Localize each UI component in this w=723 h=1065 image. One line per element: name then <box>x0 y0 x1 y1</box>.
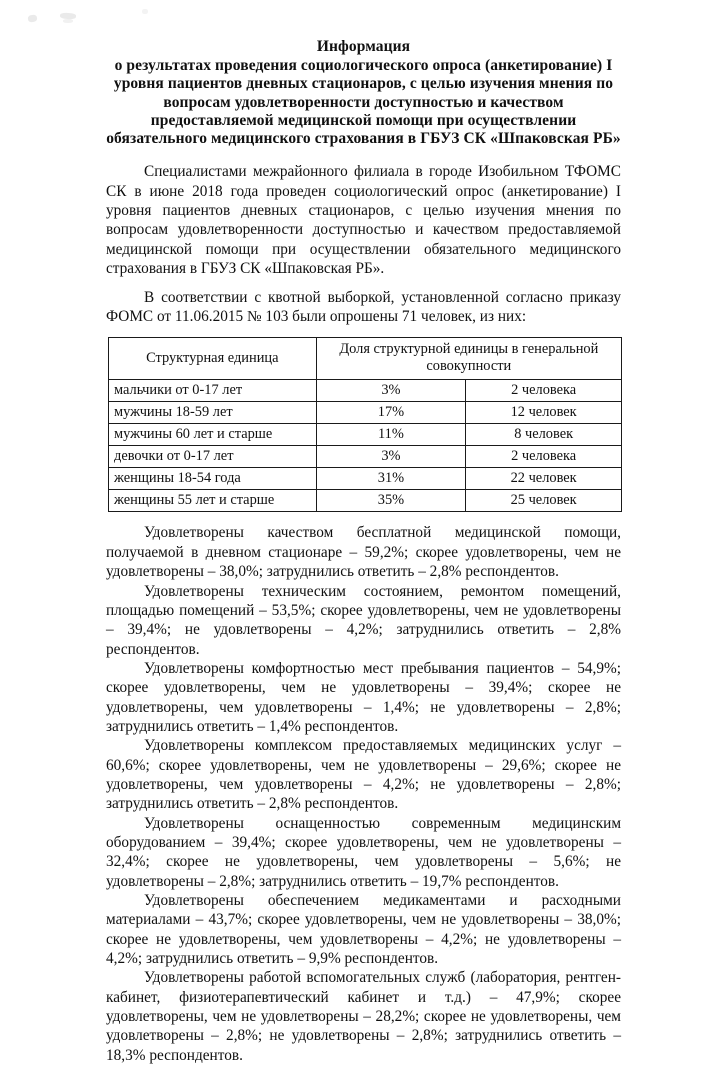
title-subtitle: о результатах проведения социологического опроса (анкетирование) I уровня пациентов дневных стационаров, с целью изучения мнения по вопросам удовлетворенности доступностью и качеством предоставляемой медицинской помощи при осуществлении обязательного медицинского страхования в ГБУЗ СК «Шпаковская РБ» <box>106 57 621 148</box>
cell-share-percent: 3% <box>316 446 466 468</box>
quota-section <box>106 288 621 327</box>
table-row <box>109 468 622 490</box>
intro-paragraph: Специалистами межрайонного филиала в городе Изобильном ТФОМС СК в июне 2018 года проведен социологический опрос (анкетирование) I уровня пациентов дневных стационаров, с целью изучения мнения по вопросам удовлетворенности доступностью и качеством предоставляемой медицинской помощи при осуществлении обязательного медицинского страхования в ГБУЗ СК «Шпаковская РБ». <box>106 163 621 278</box>
table-row <box>109 402 622 424</box>
cell-people-count: 12 человек <box>466 402 622 424</box>
title-heading: Информация <box>316 38 411 55</box>
cell-structural-unit: мальчики от 0-17 лет <box>109 380 317 402</box>
quota-paragraph: В соответствии с квотной выборкой, установленной согласно приказу ФОМС от 11.06.2015 № 103 были опрошены 71 человек, из них: <box>106 288 621 326</box>
scan-artifact-icon <box>28 14 38 22</box>
table-row <box>109 446 622 468</box>
cell-share-percent: 35% <box>316 490 466 512</box>
cell-structural-unit: девочки от 0-17 лет <box>109 446 317 468</box>
cell-people-count: 8 человек <box>466 424 622 446</box>
cell-structural-unit: женщины 55 лет и старше <box>109 490 317 512</box>
document-content <box>106 38 621 1065</box>
cell-structural-unit: мужчины 18-59 лет <box>109 402 317 424</box>
finding-paragraph: Удовлетворены качеством бесплатной медицинской помощи, получаемой в дневном стационаре – 59,2%; скорее удовлетворены, чем не удовлетворены – 38,0%; затруднились ответить – 2,8% респондентов. <box>106 524 621 581</box>
table-row <box>109 424 622 446</box>
scan-artifact-icon <box>142 9 148 14</box>
finding-paragraph: Удовлетворены обеспечением медикаментами и расходными материалами – 43,7%; скорее удовлетворены, чем не удовлетворены – 38,0%; скорее не удовлетворены, чем удовлетворены – 4,2%; не удовлетворены – 4,2%; затруднились ответить – 9,9% респондентов. <box>106 892 621 968</box>
scan-artifact-icon <box>63 19 73 23</box>
findings-section <box>106 523 621 1065</box>
page-title <box>106 38 621 148</box>
table-header <box>109 338 622 380</box>
cell-people-count: 22 человек <box>466 468 622 490</box>
cell-people-count: 2 человека <box>466 446 622 468</box>
column-header-share: Доля структурной единицы в генеральной совокупности <box>316 338 621 380</box>
finding-paragraph: Удовлетворены комфортностью мест пребывания пациентов – 54,9%; скорее удовлетворены, чем не удовлетворены – 39,4%; скорее не удовлетворены, чем удовлетворены – 1,4%; не удовлетворены – 2,8%; затруднились ответить – 1,4% респондентов. <box>106 659 621 735</box>
cell-share-percent: 11% <box>316 424 466 446</box>
table-row <box>109 380 622 402</box>
finding-paragraph: Удовлетворены оснащенностью современным медицинским оборудованием – 39,4%; скорее удовлетворены, чем не удовлетворены – 32,4%; скорее не удовлетворены, чем удовлетворены – 5,6%; не удовлетворены – 2,8%; затруднились ответить – 19,7% респондентов. <box>106 814 621 890</box>
cell-structural-unit: женщины 18-54 года <box>109 468 317 490</box>
cell-share-percent: 31% <box>316 468 466 490</box>
finding-paragraph: Удовлетворены техническим состоянием, ремонтом помещений, площадью помещений – 53,5%; скорее удовлетворены, чем не удовлетворены – 39,4%; не удовлетворены – 4,2%; затруднились ответить – 2,8% респондентов. <box>106 582 621 658</box>
table-body <box>109 380 622 512</box>
cell-structural-unit: мужчины 60 лет и старше <box>109 424 317 446</box>
column-header-unit: Структурная единица <box>109 338 317 380</box>
structural-units-table <box>108 337 622 512</box>
finding-paragraph: Удовлетворены работой вспомогательных служб (лаборатория, рентген-кабинет, физиотерапевтический кабинет и т.д.) – 47,9%; скорее удовлетворены, чем не удовлетворены – 28,2%; скорее не удовлетворены, чем удовлетворены – 2,8%; не удовлетворены – 2,8%; затруднились ответить – 18,3% респондентов. <box>106 969 621 1064</box>
cell-share-percent: 17% <box>316 402 466 424</box>
table-header-row <box>109 338 622 380</box>
table-row <box>109 490 622 512</box>
cell-people-count: 2 человека <box>466 380 622 402</box>
finding-paragraph: Удовлетворены комплексом предоставляемых медицинских услуг – 60,6%; скорее удовлетворены, чем не удовлетворены – 29,6%; скорее не удовлетворены, чем удовлетворены – 4,2%; не удовлетворены – 2,8%; затруднились ответить – 2,8% респондентов. <box>106 737 621 813</box>
cell-people-count: 25 человек <box>466 490 622 512</box>
cell-share-percent: 3% <box>316 380 466 402</box>
intro-section <box>106 162 621 278</box>
